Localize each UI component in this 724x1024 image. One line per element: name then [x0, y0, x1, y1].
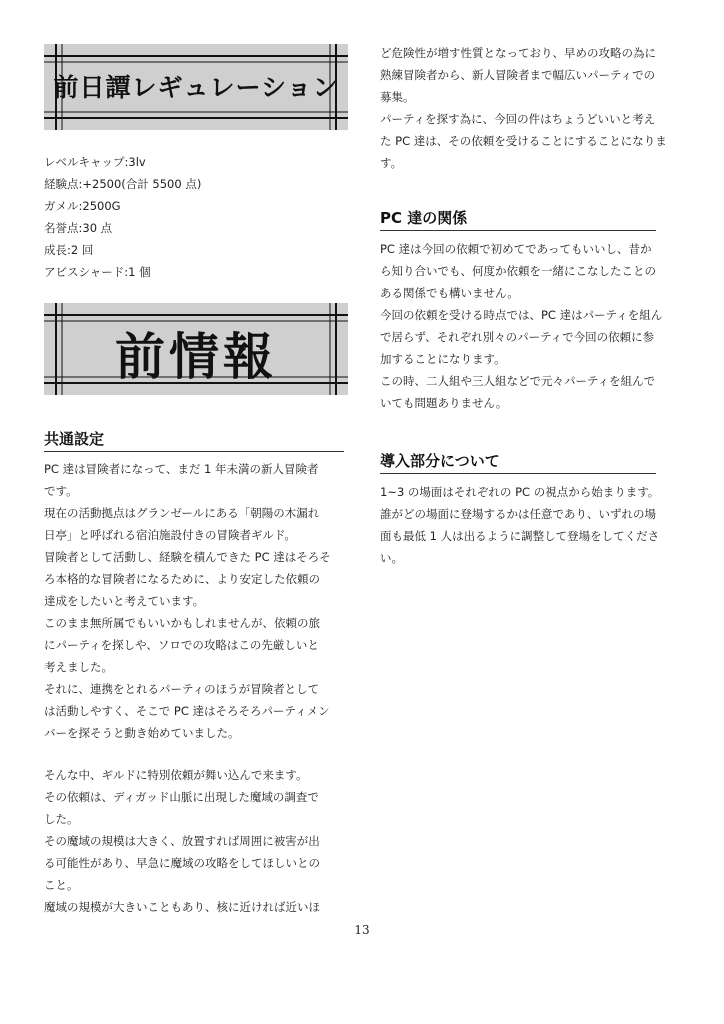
regulation-item: ガメル:2500G	[44, 199, 121, 213]
body-line: 加することになります。	[380, 352, 506, 366]
page-number: 13	[354, 923, 370, 937]
body-line: ど危険性が増す性質となっており、早めの攻略の為に	[380, 46, 656, 60]
pc-relation-body	[380, 238, 662, 414]
body-line: その魔域の規模は大きく、放置すれば周囲に被害が出	[44, 834, 320, 848]
regulation-title: 前日譚レギュレーション	[53, 73, 339, 102]
regulation-item: レベルキャップ:3lv	[44, 155, 146, 169]
body-line: そんな中、ギルドに特別依頼が舞い込んで来ます。	[44, 768, 308, 782]
regulation-item: 名誉点:30 点	[44, 221, 113, 235]
body-line: 冒険者として活動し、経験を積んできた PC 達はそろそ	[44, 550, 331, 564]
body-line: 今回の依頼を受ける時点では、PC 達はパーティを組ん	[380, 308, 663, 322]
body-line: PC 達は今回の依頼で初めてであってもいいし、昔か	[380, 242, 652, 256]
body-line: いても問題ありません。	[380, 396, 508, 410]
body-line: 魔域の規模が大きいこともあり、核に近ければ近いほ	[44, 900, 320, 914]
body-line: 現在の活動拠点はグランゼールにある「朝陽の木漏れ	[44, 506, 320, 520]
body-line: 誰がどの場面に登場するかは任意であり、いずれの場	[380, 507, 656, 521]
body-line: ら知り合いでも、何度か依頼を一緒にこなしたことの	[380, 264, 656, 278]
body-line: こと。	[44, 878, 79, 892]
body-line: で居らず、それぞれ別々のパーティで今回の依頼に参	[380, 330, 655, 344]
continued-body	[380, 42, 667, 174]
body-line: ある関係でも構いません。	[380, 286, 519, 300]
regulation-item: アビスシャード:1 個	[44, 265, 151, 279]
body-line: ろ本格的な冒険者になるために、より安定した依頼の	[44, 572, 320, 586]
common-settings-body	[44, 458, 331, 744]
regulation-title-banner	[44, 44, 348, 130]
body-line: た PC 達は、その依頼を受けることにすることになりま	[380, 134, 667, 148]
regulation-item: 成長:2 回	[44, 243, 94, 257]
body-line: この時、二人組や三人組などで元々パーティを組んで	[380, 374, 656, 388]
body-line: す。	[380, 156, 403, 170]
body-line: このまま無所属でもいいかもしれませんが、依頼の旅	[44, 616, 320, 630]
body-line: その依頼は、ディガッド山脈に出現した魔域の調査で	[44, 790, 319, 804]
pre-info-title: 前情報	[115, 327, 277, 386]
body-line: 1~3 の場面はそれぞれの PC の視点から始まります。	[380, 485, 660, 499]
regulation-list	[44, 151, 201, 283]
intro-heading: 導入部分について	[380, 450, 656, 474]
regulation-item: 経験点:+2500(合計 5500 点)	[44, 177, 202, 191]
body-line: パーティを探す為に、今回の件はちょうどいいと考え	[380, 112, 656, 126]
body-line: それに、連携をとれるパーティのほうが冒険者として	[44, 682, 320, 696]
body-line: バーを探そうと動き始めていました。	[44, 726, 240, 740]
body-line: は活動しやすく、そこで PC 達はそろそろパーティメン	[44, 704, 330, 718]
body-line: い。	[380, 551, 403, 565]
body-line: 面も最低 1 人は出るように調整して登場をしてくださ	[380, 529, 660, 543]
body-line: 熟練冒険者から、新人冒険者まで幅広いパーティでの	[380, 68, 656, 82]
body-line: 日亭」と呼ばれる宿泊施設付きの冒険者ギルド。	[44, 528, 296, 542]
body-line: 考えました。	[44, 660, 113, 674]
intro-body	[380, 481, 659, 569]
pre-info-title-banner	[44, 303, 348, 395]
common-settings-heading: 共通設定	[44, 428, 344, 452]
common-settings-body-2	[44, 764, 320, 918]
pc-relation-heading: PC 達の関係	[380, 207, 656, 231]
body-line: した。	[44, 812, 79, 826]
body-line: にパーティを探しや、ソロでの攻略はこの先厳しいと	[44, 638, 319, 652]
body-line: 達成をしたいと考えています。	[44, 594, 205, 608]
body-line: PC 達は冒険者になって、まだ 1 年未満の新人冒険者	[44, 462, 319, 476]
body-line: 募集。	[380, 90, 415, 104]
body-line: です。	[44, 484, 78, 498]
body-line: る可能性があり、早急に魔域の攻略をしてほしいとの	[44, 856, 320, 870]
